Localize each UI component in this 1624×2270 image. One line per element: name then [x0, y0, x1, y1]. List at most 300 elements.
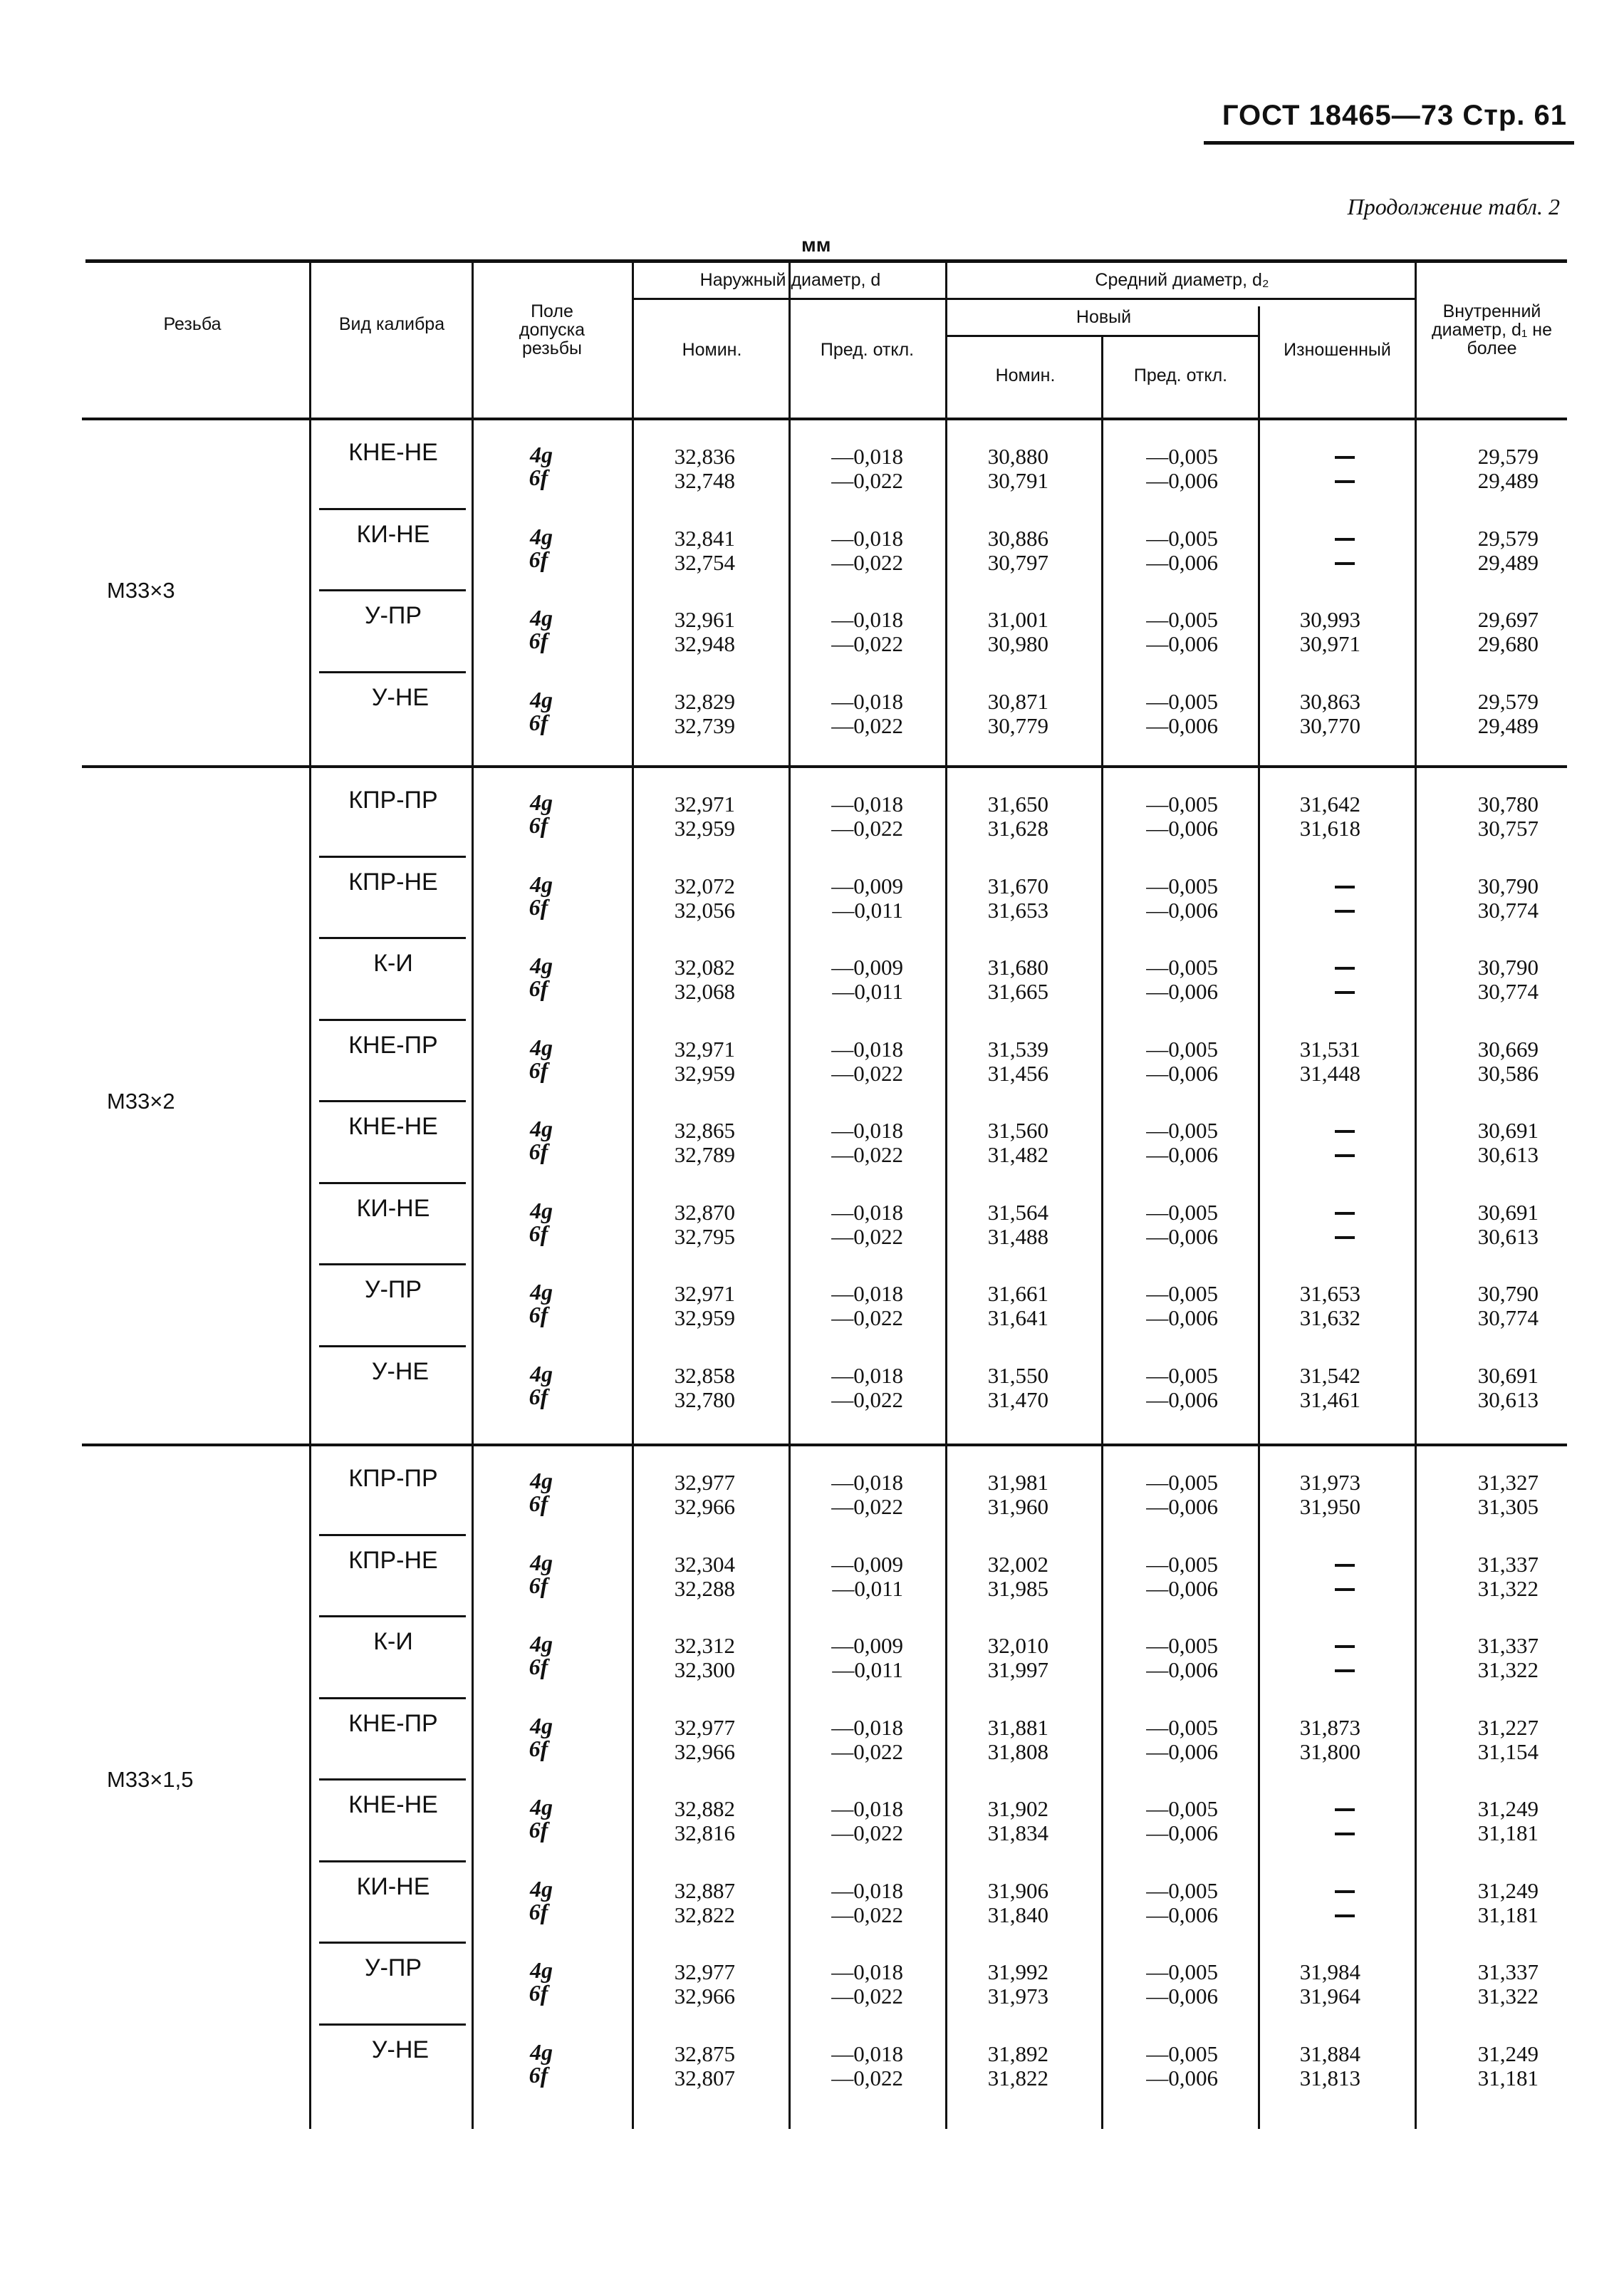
- gauge-type: КИ-НЕ: [356, 1872, 430, 1900]
- tolerance-field: 4g: [530, 1034, 553, 1060]
- cell-value: 32,882: [674, 1796, 735, 1821]
- col-divider-2: [472, 262, 474, 2129]
- cell-value: —0,005: [1146, 1714, 1218, 1740]
- units-label: мм: [801, 234, 831, 256]
- empty-dash: [1335, 538, 1355, 541]
- empty-dash: [1335, 480, 1355, 483]
- cell-value: 31,181: [1477, 1820, 1539, 1845]
- cell-value: 31,950: [1299, 1494, 1360, 1519]
- cell-value: 30,774: [1477, 897, 1539, 923]
- cell-value: —0,006: [1146, 468, 1218, 493]
- cell-value: —0,018: [831, 607, 903, 632]
- cell-value: —0,022: [831, 712, 903, 738]
- cell-value: 31,834: [987, 1820, 1048, 1845]
- cell-value: 31,665: [987, 979, 1048, 1004]
- tolerance-field: 4g: [530, 1875, 553, 1902]
- cell-value: —0,005: [1146, 2041, 1218, 2066]
- cell-value: —0,022: [831, 1305, 903, 1330]
- cell-value: —0,009: [831, 873, 903, 898]
- cell-value: —0,022: [831, 1060, 903, 1086]
- gauge-type: КПР-ПР: [348, 787, 438, 814]
- cell-value: 30,980: [987, 631, 1048, 656]
- cell-value: —0,022: [831, 1223, 903, 1249]
- cell-value: 31,670: [987, 873, 1048, 898]
- row-separator: [319, 937, 466, 939]
- thread-label: M33×2: [107, 1089, 175, 1114]
- cell-value: 31,680: [987, 955, 1048, 980]
- gauge-type: КИ-НЕ: [356, 1194, 430, 1222]
- cell-value: 31,249: [1477, 1877, 1539, 1903]
- empty-dash: [1335, 1890, 1355, 1893]
- row-separator: [319, 671, 466, 673]
- cell-value: 31,327: [1477, 1470, 1539, 1495]
- empty-dash: [1335, 1645, 1355, 1648]
- cell-value: 30,691: [1477, 1199, 1539, 1225]
- cell-value: —0,006: [1146, 1902, 1218, 1927]
- cell-value: 31,653: [1299, 1281, 1360, 1306]
- cell-value: 29,489: [1477, 712, 1539, 738]
- tolerance-field: 6f: [529, 1220, 548, 1246]
- empty-dash: [1335, 456, 1355, 459]
- cell-value: 32,288: [674, 1575, 735, 1601]
- cell-value: 31,322: [1477, 1657, 1539, 1682]
- cell-value: —0,005: [1146, 1199, 1218, 1225]
- cell-value: 29,489: [1477, 468, 1539, 493]
- tolerance-field: 6f: [529, 1057, 548, 1083]
- table-header-bottom-border: [82, 418, 1567, 420]
- cell-value: 31,337: [1477, 1551, 1539, 1577]
- cell-value: —0,022: [831, 1494, 903, 1519]
- thread-label: M33×3: [107, 578, 175, 603]
- cell-value: 31,550: [987, 1362, 1048, 1388]
- cell-value: 31,800: [1299, 1738, 1360, 1764]
- header-gauge-type: Вид калибра: [338, 314, 445, 334]
- cell-value: 32,312: [674, 1633, 735, 1658]
- cell-value: 31,985: [987, 1575, 1048, 1601]
- tolerance-field: 6f: [529, 975, 548, 1001]
- row-separator: [319, 1263, 466, 1265]
- cell-value: 30,586: [1477, 1060, 1539, 1086]
- table-top-border: [85, 259, 1567, 263]
- cell-value: 31,448: [1299, 1060, 1360, 1086]
- cell-value: 31,227: [1477, 1714, 1539, 1740]
- tolerance-field: 6f: [529, 1139, 548, 1164]
- cell-value: —0,018: [831, 444, 903, 469]
- cell-value: 32,858: [674, 1362, 735, 1388]
- cell-value: 31,992: [987, 1959, 1048, 1984]
- cell-value: —0,006: [1146, 816, 1218, 841]
- row-separator: [319, 2023, 466, 2026]
- cell-value: 31,628: [987, 816, 1048, 841]
- cell-value: 31,322: [1477, 1575, 1539, 1601]
- cell-value: 32,300: [674, 1657, 735, 1682]
- tolerance-field: 4g: [530, 1712, 553, 1738]
- row-separator: [319, 1345, 466, 1347]
- empty-dash: [1335, 1564, 1355, 1567]
- header-outer-diameter: Наружный диаметр, d: [699, 270, 881, 290]
- cell-value: —0,011: [832, 1575, 903, 1601]
- cell-value: 32,056: [674, 897, 735, 923]
- cell-value: —0,005: [1146, 1281, 1218, 1306]
- cell-value: —0,006: [1146, 549, 1218, 575]
- cell-value: 31,964: [1299, 1984, 1360, 2009]
- cell-value: 31,902: [987, 1796, 1048, 1821]
- cell-value: 30,780: [1477, 792, 1539, 817]
- cell-value: —0,022: [831, 1387, 903, 1412]
- gauge-type: У-ПР: [364, 1954, 422, 1981]
- tolerance-field: 6f: [529, 1302, 548, 1327]
- empty-dash: [1335, 967, 1355, 970]
- cell-value: 31,997: [987, 1657, 1048, 1682]
- cell-value: —0,005: [1146, 1036, 1218, 1062]
- row-separator: [319, 1534, 466, 1536]
- cell-value: —0,005: [1146, 1959, 1218, 1984]
- empty-dash: [1335, 1808, 1355, 1811]
- cell-value: 30,669: [1477, 1036, 1539, 1062]
- tolerance-field: 6f: [529, 1572, 548, 1598]
- cell-value: 31,642: [1299, 792, 1360, 817]
- cell-value: 31,973: [987, 1984, 1048, 2009]
- tolerance-field: 4g: [530, 1116, 553, 1141]
- tolerance-field: 6f: [529, 1980, 548, 2006]
- cell-value: 31,892: [987, 2041, 1048, 2066]
- cell-value: —0,018: [831, 525, 903, 551]
- cell-value: —0,018: [831, 2041, 903, 2066]
- cell-value: 31,181: [1477, 1902, 1539, 1927]
- cell-value: 31,873: [1299, 1714, 1360, 1740]
- tolerance-field: 4g: [530, 1631, 553, 1657]
- header-pitch-limit-dev: Пред. откл.: [1133, 366, 1228, 385]
- gauge-type: К-И: [373, 950, 413, 977]
- cell-value: —0,018: [831, 1199, 903, 1225]
- empty-dash: [1335, 1669, 1355, 1672]
- cell-value: —0,006: [1146, 1387, 1218, 1412]
- cell-value: 31,249: [1477, 1796, 1539, 1821]
- cell-value: —0,011: [832, 897, 903, 923]
- tolerance-field: 6f: [529, 1491, 548, 1516]
- cell-value: —0,018: [831, 1959, 903, 1984]
- cell-value: 31,984: [1299, 1959, 1360, 1984]
- cell-value: 30,691: [1477, 1362, 1539, 1388]
- cell-value: 32,072: [674, 873, 735, 898]
- cell-value: —0,022: [831, 1820, 903, 1845]
- cell-value: 31,001: [987, 607, 1048, 632]
- tolerance-field: 6f: [529, 1383, 548, 1409]
- cell-value: 32,082: [674, 955, 735, 980]
- cell-value: 31,337: [1477, 1633, 1539, 1658]
- cell-value: —0,022: [831, 549, 903, 575]
- cell-value: 32,754: [674, 549, 735, 575]
- cell-value: 31,249: [1477, 2041, 1539, 2066]
- cell-value: —0,006: [1146, 897, 1218, 923]
- cell-value: 31,884: [1299, 2041, 1360, 2066]
- cell-value: 30,880: [987, 444, 1048, 469]
- tolerance-field: 4g: [530, 1197, 553, 1223]
- tolerance-field: 6f: [529, 1817, 548, 1843]
- cell-value: 30,886: [987, 525, 1048, 551]
- cell-value: —0,022: [831, 816, 903, 841]
- cell-value: —0,022: [831, 1984, 903, 2009]
- gauge-type: У-ПР: [364, 1276, 422, 1303]
- empty-dash: [1335, 1588, 1355, 1591]
- tolerance-field: 6f: [529, 1654, 548, 1679]
- page-header: ГОСТ 18465—73 Стр. 61: [1222, 100, 1567, 131]
- cell-value: —0,018: [831, 1714, 903, 1740]
- cell-value: —0,018: [831, 1118, 903, 1143]
- cell-value: 29,697: [1477, 607, 1539, 632]
- cell-value: 32,836: [674, 444, 735, 469]
- cell-value: 31,641: [987, 1305, 1048, 1330]
- cell-value: 31,650: [987, 792, 1048, 817]
- cell-value: 32,795: [674, 1223, 735, 1249]
- empty-dash: [1335, 562, 1355, 565]
- row-separator: [319, 1860, 466, 1862]
- cell-value: —0,006: [1146, 1738, 1218, 1764]
- group-separator: [82, 1444, 1567, 1446]
- cell-value: —0,022: [831, 631, 903, 656]
- gauge-type: КИ-НЕ: [356, 520, 430, 548]
- empty-dash: [1335, 886, 1355, 888]
- cell-value: 32,971: [674, 792, 735, 817]
- cell-value: 30,613: [1477, 1387, 1539, 1412]
- cell-value: 31,632: [1299, 1305, 1360, 1330]
- tolerance-field: 4g: [530, 442, 553, 467]
- cell-value: —0,018: [831, 688, 903, 714]
- empty-dash: [1335, 1154, 1355, 1157]
- cell-value: 31,456: [987, 1060, 1048, 1086]
- cell-value: 32,865: [674, 1118, 735, 1143]
- row-separator: [319, 1019, 466, 1021]
- cell-value: 32,789: [674, 1142, 735, 1167]
- cell-value: 30,863: [1299, 688, 1360, 714]
- cell-value: 31,981: [987, 1470, 1048, 1495]
- cell-value: 32,977: [674, 1714, 735, 1740]
- cell-value: —0,006: [1146, 1494, 1218, 1519]
- gauge-type: КНЕ-НЕ: [348, 1791, 438, 1818]
- cell-value: 31,531: [1299, 1036, 1360, 1062]
- cell-value: —0,005: [1146, 1796, 1218, 1821]
- cell-value: 31,154: [1477, 1738, 1539, 1764]
- gauge-type: КНЕ-НЕ: [348, 1113, 438, 1140]
- cell-value: —0,011: [832, 1657, 903, 1682]
- row-separator: [319, 1942, 466, 1944]
- cell-value: 29,579: [1477, 688, 1539, 714]
- header-inner-diameter: Внутренний диаметр, d₁ не более: [1432, 301, 1552, 358]
- tolerance-field: 4g: [530, 953, 553, 978]
- cell-value: 31,461: [1299, 1387, 1360, 1412]
- tolerance-field: 4g: [530, 523, 553, 549]
- cell-value: —0,022: [831, 1738, 903, 1764]
- row-separator: [319, 508, 466, 510]
- header-worn: Изношенный: [1284, 340, 1391, 360]
- cell-value: 30,790: [1477, 873, 1539, 898]
- header-pitch-nominal: Номин.: [995, 366, 1056, 385]
- row-separator: [319, 1697, 466, 1699]
- tolerance-field: 4g: [530, 2038, 553, 2065]
- cell-value: 31,181: [1477, 2065, 1539, 2090]
- cell-value: —0,005: [1146, 607, 1218, 632]
- empty-dash: [1335, 1130, 1355, 1133]
- cell-value: —0,005: [1146, 1470, 1218, 1495]
- cell-value: 32,002: [987, 1551, 1048, 1577]
- cell-value: —0,006: [1146, 1820, 1218, 1845]
- empty-dash: [1335, 1236, 1355, 1239]
- cell-value: 31,618: [1299, 816, 1360, 841]
- tolerance-field: 4g: [530, 1279, 553, 1305]
- header-thread: Резьба: [163, 314, 222, 334]
- cell-value: —0,022: [831, 468, 903, 493]
- cell-value: —0,009: [831, 955, 903, 980]
- cell-value: 32,304: [674, 1551, 735, 1577]
- cell-value: 31,813: [1299, 2065, 1360, 2090]
- cell-value: 30,613: [1477, 1223, 1539, 1249]
- cell-value: —0,006: [1146, 1657, 1218, 1682]
- tolerance-field: 4g: [530, 1957, 553, 1983]
- cell-value: 32,875: [674, 2041, 735, 2066]
- empty-dash: [1335, 991, 1355, 994]
- cell-value: 31,960: [987, 1494, 1048, 1519]
- header-outer-nominal: Номин.: [682, 340, 742, 360]
- cell-value: —0,006: [1146, 1305, 1218, 1330]
- cell-value: 31,337: [1477, 1959, 1539, 1984]
- cell-value: 32,959: [674, 816, 735, 841]
- cell-value: 29,579: [1477, 525, 1539, 551]
- cell-value: 31,881: [987, 1714, 1048, 1740]
- cell-value: 32,966: [674, 1738, 735, 1764]
- cell-value: —0,005: [1146, 792, 1218, 817]
- cell-value: 30,971: [1299, 631, 1360, 656]
- cell-value: —0,006: [1146, 979, 1218, 1004]
- cell-value: —0,006: [1146, 631, 1218, 656]
- cell-value: 30,757: [1477, 816, 1539, 841]
- cell-value: —0,018: [831, 792, 903, 817]
- gauge-type: У-НЕ: [371, 1357, 430, 1385]
- cell-value: —0,018: [831, 1470, 903, 1495]
- tolerance-field: 6f: [529, 465, 548, 490]
- cell-value: —0,005: [1146, 688, 1218, 714]
- cell-value: 30,613: [1477, 1142, 1539, 1167]
- cell-value: —0,005: [1146, 873, 1218, 898]
- gauge-type: КПР-ПР: [348, 1465, 438, 1492]
- cell-value: 30,871: [987, 688, 1048, 714]
- cell-value: —0,005: [1146, 444, 1218, 469]
- tolerance-field: 6f: [529, 628, 548, 653]
- cell-value: 32,870: [674, 1199, 735, 1225]
- cell-value: —0,006: [1146, 2065, 1218, 2090]
- header-new: Новый: [1076, 307, 1132, 327]
- group-separator: [82, 765, 1567, 768]
- cell-value: 32,971: [674, 1036, 735, 1062]
- cell-value: 30,790: [1477, 955, 1539, 980]
- cell-value: 31,470: [987, 1387, 1048, 1412]
- tolerance-field: 6f: [529, 2061, 548, 2088]
- row-separator: [319, 1615, 466, 1617]
- cell-value: —0,005: [1146, 1118, 1218, 1143]
- cell-value: 31,840: [987, 1902, 1048, 1927]
- cell-value: 29,489: [1477, 549, 1539, 575]
- tolerance-field: 6f: [529, 812, 548, 838]
- empty-dash: [1335, 1914, 1355, 1917]
- cell-value: 30,791: [987, 468, 1048, 493]
- tolerance-field: 6f: [529, 1898, 548, 1924]
- cell-value: —0,022: [831, 2065, 903, 2090]
- row-separator: [319, 1182, 466, 1184]
- cell-value: —0,018: [831, 1036, 903, 1062]
- cell-value: 31,653: [987, 897, 1048, 923]
- header-tolerance-field: Поле допуска резьбы: [519, 301, 585, 358]
- cell-value: 31,560: [987, 1118, 1048, 1143]
- cell-value: 32,829: [674, 688, 735, 714]
- cell-value: 31,488: [987, 1223, 1048, 1249]
- new-subheader-line: [946, 335, 1259, 337]
- cell-value: 30,797: [987, 549, 1048, 575]
- pitch-diam-subheader-line: [946, 298, 1416, 300]
- cell-value: 30,779: [987, 712, 1048, 738]
- cell-value: 30,770: [1299, 712, 1360, 738]
- thread-label: M33×1,5: [107, 1767, 194, 1792]
- col-divider-1: [309, 262, 311, 2129]
- row-separator: [319, 589, 466, 591]
- header-underline: [1204, 141, 1574, 145]
- cell-value: 32,961: [674, 607, 735, 632]
- tolerance-field: 4g: [530, 686, 553, 712]
- empty-dash: [1335, 910, 1355, 913]
- cell-value: 31,322: [1477, 1984, 1539, 2009]
- cell-value: —0,009: [831, 1551, 903, 1577]
- gauge-type: У-НЕ: [371, 2036, 430, 2063]
- tolerance-field: 6f: [529, 546, 548, 572]
- cell-value: —0,018: [831, 1796, 903, 1821]
- cell-value: —0,005: [1146, 955, 1218, 980]
- cell-value: 30,993: [1299, 607, 1360, 632]
- cell-value: 31,661: [987, 1281, 1048, 1306]
- cell-value: 32,841: [674, 525, 735, 551]
- gauge-type: КНЕ-ПР: [348, 1031, 438, 1059]
- col-divider-7: [1258, 306, 1260, 2129]
- table-continuation-label: Продолжение табл. 2: [1347, 194, 1560, 219]
- cell-value: 32,966: [674, 1494, 735, 1519]
- cell-value: 32,068: [674, 979, 735, 1004]
- cell-value: —0,006: [1146, 1575, 1218, 1601]
- cell-value: 31,305: [1477, 1494, 1539, 1519]
- cell-value: 31,808: [987, 1738, 1048, 1764]
- row-separator: [319, 1100, 466, 1102]
- cell-value: 32,807: [674, 2065, 735, 2090]
- cell-value: 29,579: [1477, 444, 1539, 469]
- outer-diam-subheader-line: [633, 298, 946, 300]
- row-separator: [319, 1778, 466, 1781]
- tolerance-field: 4g: [530, 1468, 553, 1493]
- tolerance-field: 6f: [529, 1735, 548, 1761]
- cell-value: 31,973: [1299, 1470, 1360, 1495]
- tolerance-field: 4g: [530, 789, 553, 815]
- cell-value: 32,959: [674, 1060, 735, 1086]
- cell-value: —0,022: [831, 1142, 903, 1167]
- cell-value: 31,539: [987, 1036, 1048, 1062]
- cell-value: 31,564: [987, 1199, 1048, 1225]
- cell-value: —0,005: [1146, 1633, 1218, 1658]
- cell-value: 32,959: [674, 1305, 735, 1330]
- cell-value: 31,906: [987, 1877, 1048, 1903]
- cell-value: 32,748: [674, 468, 735, 493]
- tolerance-field: 6f: [529, 893, 548, 920]
- row-separator: [319, 856, 466, 858]
- cell-value: —0,006: [1146, 1142, 1218, 1167]
- cell-value: 32,977: [674, 1959, 735, 1984]
- cell-value: 30,774: [1477, 1305, 1539, 1330]
- cell-value: 31,482: [987, 1142, 1048, 1167]
- cell-value: —0,018: [831, 1281, 903, 1306]
